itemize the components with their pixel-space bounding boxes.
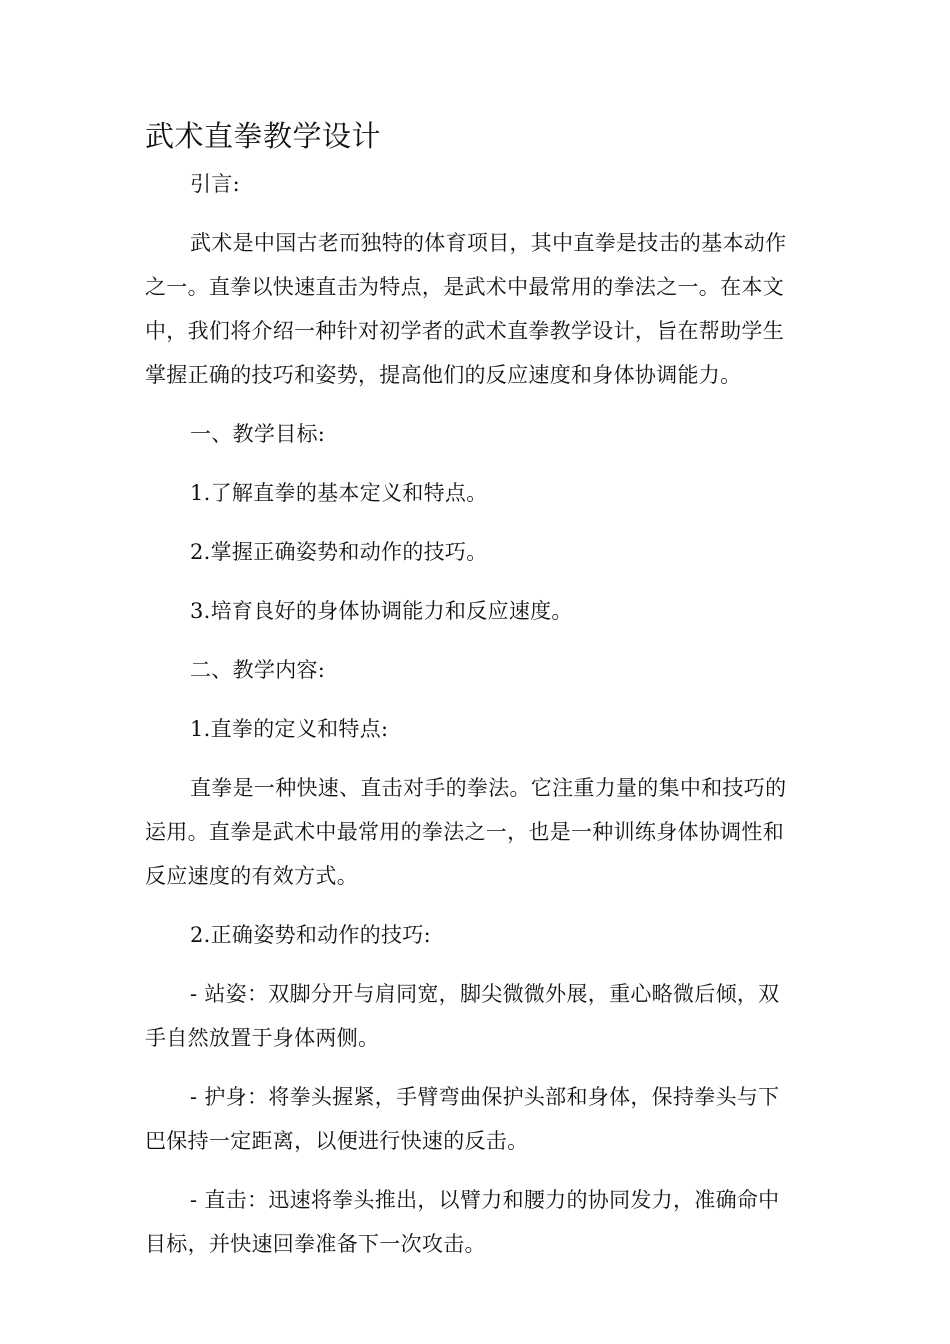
goal-item-1: 1.了解直拳的基本定义和特点。 (190, 481, 488, 505)
technique-punch: - 直击：迅速将拳头推出，以臂力和腰力的协同发力，准确命中目标，并快速回拳准备下一次攻击。 (145, 1188, 780, 1256)
content-subheading-1: 1.直拳的定义和特点: (190, 717, 389, 741)
goal-item-3: 3.培育良好的身体协调能力和反应速度。 (190, 599, 573, 623)
section-heading-goals: 一、教学目标: (190, 422, 326, 446)
technique-stance: - 站姿：双脚分开与肩同宽，脚尖微微外展，重心略微后倾，双手自然放置于身体两侧。 (145, 982, 780, 1050)
document-title: 武术直拳教学设计 (145, 119, 382, 153)
section-heading-content: 二、教学内容: (190, 658, 326, 682)
goal-item-2: 2.掌握正确姿势和动作的技巧。 (190, 540, 488, 564)
intro-label: 引言: (190, 172, 240, 196)
document-body (145, 162, 795, 1281)
content-paragraph-1: 直拳是一种快速、直击对手的拳法。它注重力量的集中和技巧的运用。直拳是武术中最常用的拳法之一，也是一种训练身体协调性和反应速度的有效方式。 (145, 776, 787, 888)
technique-guard: - 护身：将拳头握紧，手臂弯曲保护头部和身体，保持拳头与下巴保持一定距离，以便进行快速的反击。 (145, 1085, 780, 1153)
content-subheading-2: 2.正确姿势和动作的技巧: (190, 923, 432, 947)
intro-paragraph: 武术是中国古老而独特的体育项目，其中直拳是技击的基本动作之一。直拳以快速直击为特点，是武术中最常用的拳法之一。在本文中，我们将介绍一种针对初学者的武术直拳教学设计，旨在帮助学生掌握正确的技巧和姿势，提高他们的反应速度和身体协调能力。 (145, 231, 787, 387)
